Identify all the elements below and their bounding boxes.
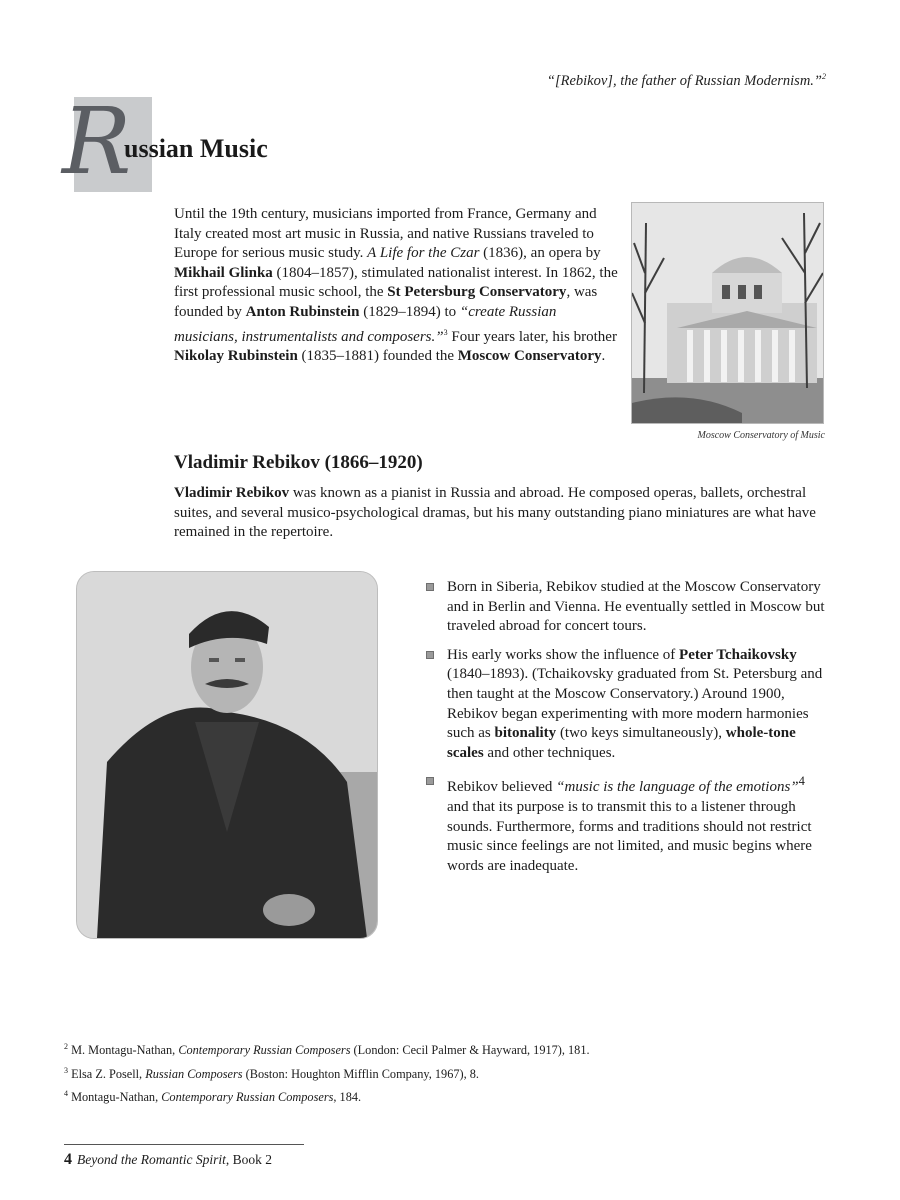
footer-rule (64, 1144, 304, 1145)
page-number: 4 (64, 1151, 72, 1168)
footnotes (64, 1037, 764, 1108)
footnote-ref: 2 (822, 72, 826, 81)
term-st-petersburg-conservatory: St Petersburg Conservatory (387, 284, 567, 301)
footnote: $^4$ Montagu-Nathan, Contemporary Russian Composers, 184. (64, 1089, 362, 1105)
footnote: $^2$ M. Montagu-Nathan, Contemporary Russian Composers (London: Cecil Palmer & Hayward, 1917), 181. (64, 1042, 590, 1058)
intro-paragraph: Until the 19th century, musicians imported from France, Germany and Italy created most art music in Russia, and native Russians traveled to Europe for serious music study. A Life for the Czar (1836), an opera by Mikhail Glinka (1804–1857), stimulated nationalist interest. In 1862, the first professional music school, the St Petersburg Conservatory, was founded by Anton Rubinstein (1829–1894) to “create Russian musicians, instrumentalists and composers.”$^3$ Four years later, his brother Nikolay Rubinstein (1835–1881) founded the Moscow Conservatory. (174, 206, 618, 365)
section-heading: Vladimir Rebikov (1866–1920) (174, 452, 423, 473)
epigraph-text: “[Rebikov], the father of Russian Modernism.” (546, 72, 822, 89)
opera-title: A Life for the Czar (367, 245, 480, 262)
footnote-ref: 4 (798, 774, 805, 789)
footnote: $^3$ Elsa Z. Posell, Russian Composers (Boston: Houghton Mifflin Company, 1967), 8. (64, 1065, 479, 1081)
book-title: Beyond the Romantic Spirit (77, 1152, 226, 1167)
term-tchaikovsky: Peter Tchaikovsky (679, 646, 797, 663)
list-item: His early works show the influence of Peter Tchaikovsky (1840–1893). (Tchaikovsky graduated from St. Petersburg and then taught at the Moscow Conservatory.) Around 1900, Rebikov began experimenting with more modern harmonies such as bitonality (two keys simultaneously), whole-tone scales and other techniques. (426, 646, 826, 764)
term-rebikov: Vladimir Rebikov (174, 485, 290, 501)
square-bullet-icon (426, 583, 434, 591)
conservatory-illustration (632, 203, 823, 423)
rebikov-quote: “music is the language of the emotions” (556, 779, 799, 796)
term-whole-tone-scales: whole-tone scales (447, 725, 796, 761)
square-bullet-icon (426, 777, 434, 785)
section-paragraph: Vladimir Rebikov was known as a pianist in Russia and abroad. He composed operas, ballets, orchestral suites, and several musico-psychological dramas, but his many outstanding piano miniatures are what have remained in the repertoire. (174, 485, 816, 541)
rebikov-portrait (76, 571, 378, 939)
term-glinka: Mikhail Glinka (174, 264, 273, 281)
dropcap-letter: R (62, 88, 132, 195)
term-bitonality: bitonality (494, 725, 557, 742)
footnote-ref: 3 (443, 327, 448, 337)
term-anton-rubinstein: Anton Rubinstein (245, 303, 360, 320)
term-moscow-conservatory: Moscow Conservatory (457, 348, 602, 365)
page-footer: 4 Beyond the Romantic Spirit, Book 2 (64, 1151, 272, 1168)
square-bullet-icon (426, 651, 434, 659)
term-nikolay-rubinstein: Nikolay Rubinstein (174, 348, 298, 365)
list-item: Rebikov believed “music is the language of the emotions”$^4$ and that its purpose is to transmit this to a listener through sounds. Furthermore, forms and traditions should not restrict music since feelings are not limited, and music begins where words are inadequate. (426, 772, 826, 876)
photo-caption: Moscow Conservatory of Music (697, 430, 825, 441)
rubinstein-quote: “create Russian musicians, instrumentalists and composers.” (174, 303, 557, 345)
list-item: Born in Siberia, Rebikov studied at the Moscow Conservatory and in Berlin and Vienna. He eventually settled in Moscow but traveled abroad for concert tours. (426, 578, 826, 637)
conservatory-photo (631, 202, 824, 424)
chapter-title: ussian Music (124, 134, 268, 163)
epigraph (380, 72, 826, 90)
portrait-illustration (77, 572, 377, 938)
bullet-list (426, 578, 826, 885)
